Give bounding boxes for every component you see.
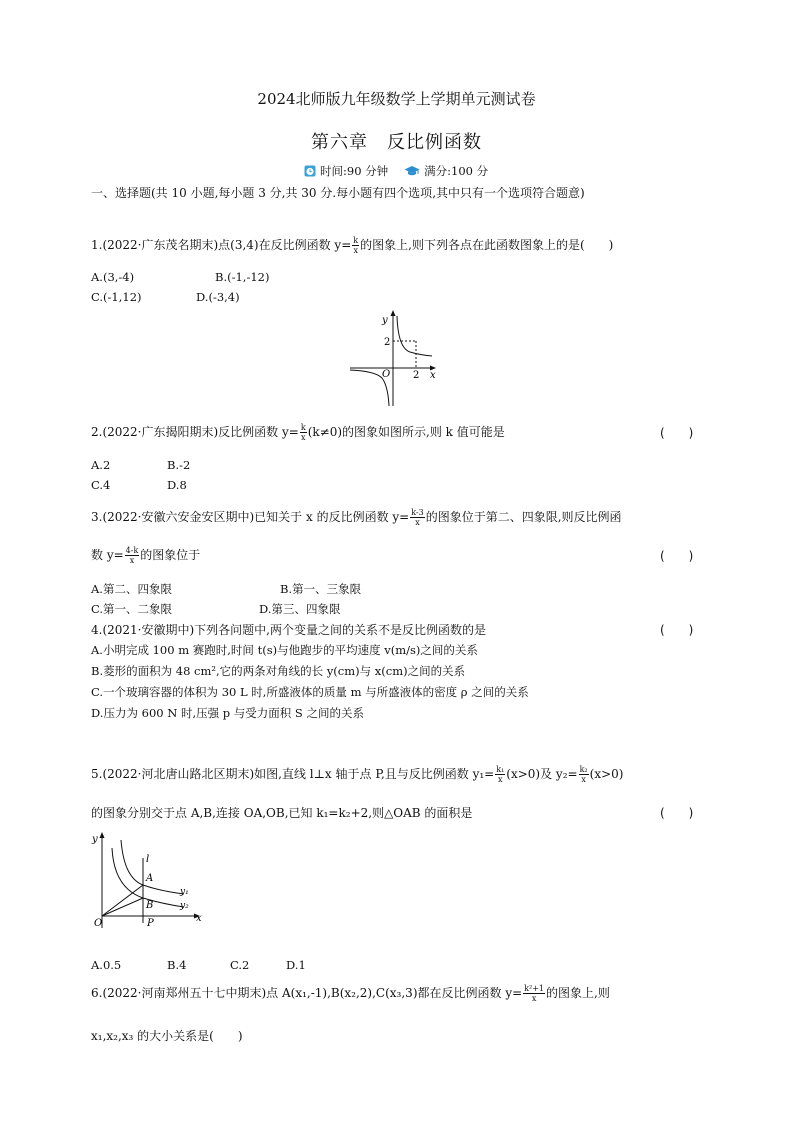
graph5-b-label: B — [146, 900, 154, 911]
option-4d[interactable]: D.压力为 600 N 时,压强 p 与受力面积 S 之间的关系 — [91, 706, 364, 720]
option-3b[interactable]: B.第一、三象限 — [280, 582, 362, 596]
question-4-stem: 4.(2021·安徽期中)下列各问题中,两个变量之间的关系不是反比例函数的是 — [91, 623, 486, 637]
option-1a[interactable]: A.(3,-4) — [91, 270, 135, 284]
graph5-y2-label: y₂ — [180, 901, 189, 911]
option-5a[interactable]: A.0.5 — [91, 958, 122, 972]
option-3c[interactable]: C.第一、二象限 — [91, 602, 173, 616]
graph5-a-label: A — [146, 873, 154, 884]
option-5c[interactable]: C.2 — [230, 958, 250, 972]
fraction: $\frac{k-3}{x}$ — [411, 508, 424, 527]
time-label: 时间:90 分钟 — [320, 164, 389, 178]
exam-meta — [304, 163, 488, 179]
answer-blank-3[interactable]: ( ) — [660, 549, 694, 563]
answer-blank-2[interactable]: ( ) — [660, 426, 694, 440]
exam-title: 2024北师版九年级数学上学期单元测试卷 — [257, 90, 536, 108]
section-heading: 一、选择题(共 10 小题,每小题 3 分,共 30 分.每小题有四个选项,其中只有一个选项符合题意) — [91, 186, 585, 200]
fraction: $\frac{\text{k₂}}{x}$ — [579, 765, 588, 784]
question-6-stem: 6.(2022·河南郑州五十七中期末)点 A(x₁,-1),B(x₂,2),C(x₃,3)都在反比例函数 y= $\frac{\text{k²+1}}{x}$ 的图象上,则 — [91, 984, 610, 1003]
graduation-cap-icon — [404, 165, 420, 177]
option-2d[interactable]: D.8 — [167, 478, 187, 492]
graph5-y1-label: y₁ — [180, 887, 189, 897]
hyperbola-graph-figure — [340, 308, 440, 408]
chapter-title: 第六章 反比例函数 — [311, 132, 482, 153]
clock-icon — [304, 165, 316, 177]
question-1-stem: 1.(2022·广东茂名期末)点(3,4)在反比例函数 y= $\frac{k}{x}$ 的图象上,则下列各点在此函数图象上的是( ) — [91, 236, 614, 255]
question-6-stem-line2: x₁,x₂,x₃ 的大小关系是( ) — [91, 1029, 243, 1043]
graph-tick-2y: 2 — [384, 337, 391, 348]
option-4a[interactable]: A.小明完成 100 m 赛跑时,时间 t(s)与他跑步的平均速度 v(m/s)之间的关系 — [91, 643, 478, 657]
option-1b[interactable]: B.(-1,-12) — [215, 270, 270, 284]
question-3-stem-line2: 数 y= $\frac{4-k}{x}$ 的图象位于 — [91, 546, 201, 565]
fraction: $\frac{\text{k²+1}}{x}$ — [524, 984, 545, 1003]
score-label: 满分:100 分 — [424, 164, 489, 178]
option-2c[interactable]: C.4 — [91, 478, 111, 492]
option-3d[interactable]: D.第三、四象限 — [259, 602, 341, 616]
fraction: $\frac{\text{k₁}}{x}$ — [496, 765, 505, 784]
graph5-y-label: y — [92, 834, 98, 845]
graph5-origin-label: O — [94, 918, 103, 929]
graph5-x-label: x — [196, 913, 202, 924]
two-hyperbolas-graph-figure — [88, 828, 208, 933]
graph-y-label: y — [382, 315, 388, 326]
graph5-p-label: P — [147, 918, 154, 929]
graph-tick-2x: 2 — [413, 370, 420, 381]
graph-x-label: x — [430, 370, 436, 381]
option-2a[interactable]: A.2 — [91, 458, 111, 472]
option-2b[interactable]: B.-2 — [167, 458, 191, 472]
option-1d[interactable]: D.(-3,4) — [196, 290, 240, 304]
option-3a[interactable]: A.第二、四象限 — [91, 582, 172, 596]
option-5b[interactable]: B.4 — [167, 958, 187, 972]
graph-origin-label: O — [382, 369, 391, 380]
option-1c[interactable]: C.(-1,12) — [91, 290, 142, 304]
question-3-stem: 3.(2022·安徽六安金安区期中)已知关于 x 的反比例函数 y= $\frac{k-3}{x}$ 的图象位于第二、四象限,则反比例函 — [91, 508, 622, 527]
fraction: $\frac{k}{x}$ — [353, 236, 359, 255]
fraction: $\frac{k}{x}$ — [300, 423, 306, 442]
option-4b[interactable]: B.菱形的面积为 48 cm²,它的两条对角线的长 y(cm)与 x(cm)之间的关系 — [91, 664, 466, 678]
answer-blank-5[interactable]: ( ) — [660, 806, 694, 820]
question-5-stem-line2: 的图象分别交于点 A,B,连接 OA,OB,已知 k₁=k₂+2,则△OAB 的面积是 — [91, 806, 473, 820]
option-4c[interactable]: C.一个玻璃容器的体积为 30 L 时,所盛液体的质量 m 与所盛液体的密度 ρ 之间的关系 — [91, 685, 529, 699]
fraction: $\frac{4-k}{x}$ — [125, 546, 139, 565]
answer-blank-4[interactable]: ( ) — [660, 623, 694, 637]
question-5-stem: 5.(2022·河北唐山路北区期末)如图,直线 l⊥x 轴于点 P,且与反比例函数 y₁= $\frac{\text{k₁}}{x}$ (x>0)及 y₂= $\frac{\text{k₂}}{x}$ (x>0) — [91, 765, 624, 784]
option-5d[interactable]: D.1 — [286, 958, 306, 972]
graph5-l-label: l — [146, 854, 150, 865]
question-2-stem: 2.(2022·广东揭阳期末)反比例函数 y= $\frac{k}{x}$ (k≠0)的图象如图所示,则 k 值可能是 — [91, 423, 505, 442]
